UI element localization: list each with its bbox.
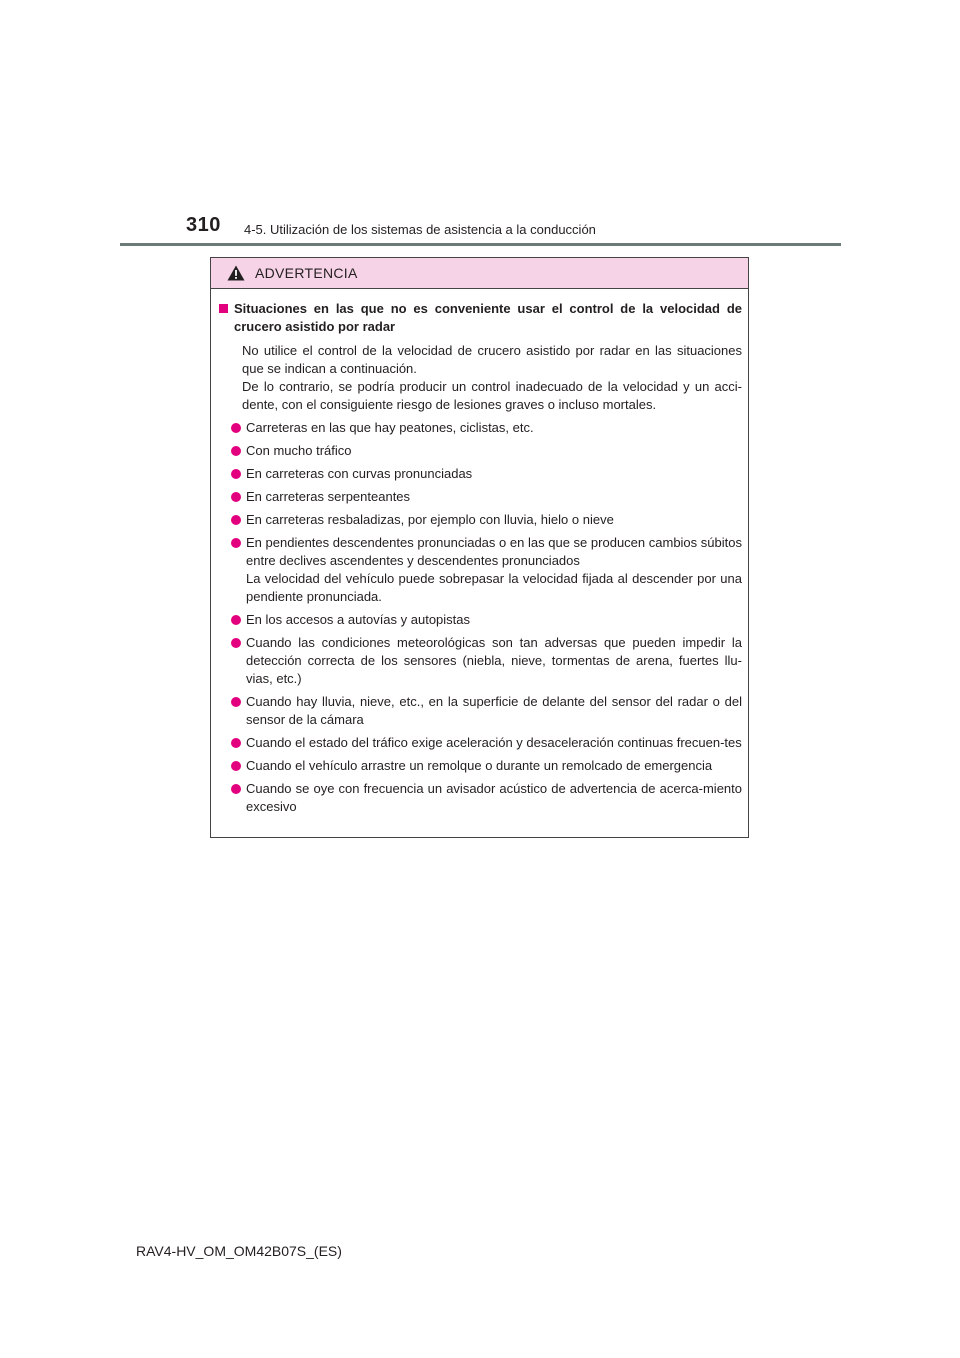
list-item-body [246, 611, 742, 629]
list-item-body [246, 634, 742, 688]
square-bullet-icon [219, 304, 228, 313]
topic-title: Situaciones en las que no es conveniente usar el control de la velocidad de crucero asistido por radar [234, 301, 742, 334]
list-item-body [246, 780, 742, 816]
circle-bullet-icon [231, 638, 241, 648]
circle-bullet-icon [231, 423, 241, 433]
header-divider [120, 243, 841, 246]
circle-bullet-icon [231, 515, 241, 525]
circle-bullet-icon [231, 615, 241, 625]
page-number: 310 [186, 214, 221, 236]
intro-text [242, 342, 742, 414]
list-item-text: En pendientes descendentes pronunciadas o en las que se producen cambios súbitos entre declives ascendentes y descendentes pronunciados [246, 535, 742, 568]
list-item [219, 511, 742, 529]
warning-header [211, 258, 748, 289]
list-item-body [246, 419, 742, 437]
warning-triangle-icon [227, 265, 245, 281]
warning-box [210, 257, 749, 838]
warning-title: ADVERTENCIA [255, 265, 358, 281]
circle-bullet-icon [231, 738, 241, 748]
list-item-text: En carreteras serpenteantes [246, 489, 411, 504]
situation-list [219, 419, 742, 816]
list-item [219, 534, 742, 606]
list-item [219, 693, 742, 729]
circle-bullet-icon [231, 784, 241, 794]
list-item-text: Cuando el estado del tráfico exige aceleración y desaceleración continuas frecuen-tes [246, 735, 742, 750]
list-item [219, 634, 742, 688]
list-item-body [246, 511, 742, 529]
list-item-body [246, 442, 742, 460]
list-item-body [246, 465, 742, 483]
list-item-text: Carreteras en las que hay peatones, ciclistas, etc. [246, 420, 534, 435]
list-item-text: Cuando las condiciones meteorológicas son tan adversas que pueden impedir la detección correcta de los sensores (niebla, nieve, tormentas de arena, fuertes llu-vias, etc.) [246, 635, 742, 686]
list-item [219, 780, 742, 816]
list-item [219, 419, 742, 437]
list-item-body [246, 693, 742, 729]
list-item [219, 465, 742, 483]
list-item [219, 442, 742, 460]
warning-topic [219, 300, 742, 336]
list-item-text: En carreteras con curvas pronunciadas [246, 466, 473, 481]
circle-bullet-icon [231, 469, 241, 479]
list-item-text: Cuando el vehículo arrastre un remolque o durante un remolcado de emergencia [246, 758, 713, 773]
intro-paragraph: No utilice el control de la velocidad de crucero asistido por radar en las situaciones que se indican a continuación. [242, 343, 742, 376]
list-item-text: Cuando hay lluvia, nieve, etc., en la superficie de delante del sensor del radar o del sensor de la cámara [246, 694, 742, 727]
warning-body [211, 289, 748, 816]
circle-bullet-icon [231, 538, 241, 548]
document-code: RAV4-HV_OM_OM42B07S_(ES) [136, 1243, 342, 1259]
list-item-body [246, 488, 742, 506]
list-item [219, 734, 742, 752]
list-item-body [246, 734, 742, 752]
list-item-text: En los accesos a autovías y autopistas [246, 612, 471, 627]
list-item-text: En carreteras resbaladizas, por ejemplo con lluvia, hielo o nieve [246, 512, 614, 527]
circle-bullet-icon [231, 446, 241, 456]
list-item-text: Con mucho tráfico [246, 443, 352, 458]
list-item-text: Cuando se oye con frecuencia un avisador acústico de advertencia de acerca-miento excesivo [246, 781, 742, 814]
list-item-body [246, 534, 742, 606]
list-item [219, 757, 742, 775]
list-item-note: La velocidad del vehículo puede sobrepasar la velocidad fijada al descender por una pendiente pronunciada. [246, 571, 742, 604]
list-item [219, 611, 742, 629]
list-item [219, 488, 742, 506]
circle-bullet-icon [231, 761, 241, 771]
circle-bullet-icon [231, 697, 241, 707]
intro-paragraph: De lo contrario, se podría producir un control inadecuado de la velocidad y un acci-dente, con el consiguiente riesgo de lesiones graves o incluso mortales. [242, 379, 742, 412]
list-item-body [246, 757, 742, 775]
circle-bullet-icon [231, 492, 241, 502]
section-title: 4-5. Utilización de los sistemas de asistencia a la conducción [244, 222, 596, 237]
